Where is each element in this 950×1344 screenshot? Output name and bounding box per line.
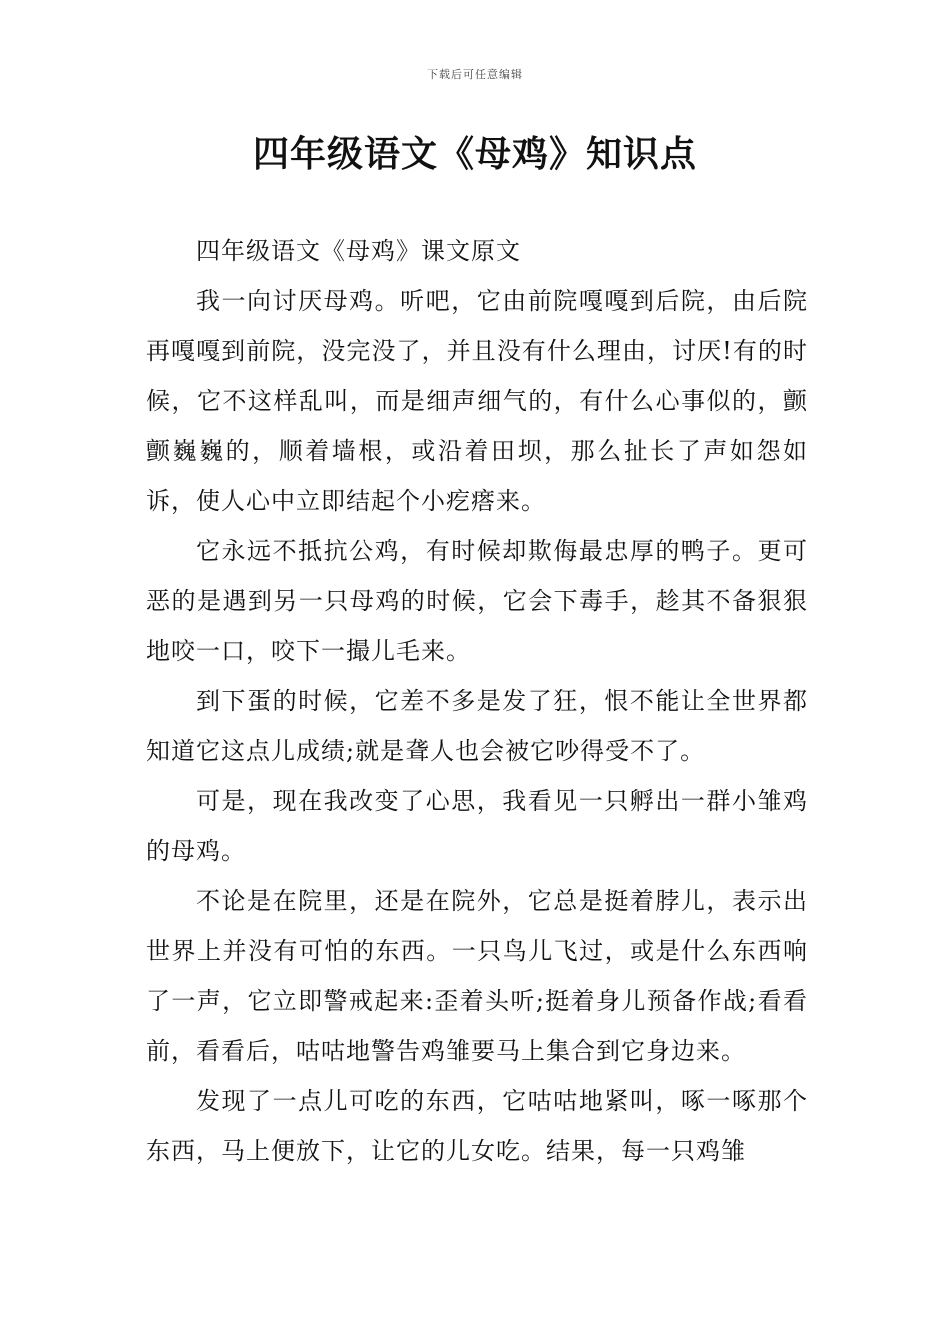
document-body bbox=[146, 226, 808, 1176]
header-note: 下载后可任意编辑 bbox=[427, 68, 523, 81]
paragraph: 它永远不抵抗公鸡，有时候却欺侮最忠厚的鸭子。更可恶的是遇到另一只母鸡的时候，它会下毒手，趁其不备狠狠地咬一口，咬下一撮儿毛来。 bbox=[146, 537, 808, 665]
paragraph: 我一向讨厌母鸡。听吧，它由前院嘎嘎到后院，由后院再嘎嘎到前院，没完没了，并且没有什么理由，讨厌!有的时候，它不这样乱叫，而是细声细气的，有什么心事似的，颤颤巍巍的，顺着墙根，或沿着田坝，那么扯长了声如怨如诉，使人心中立即结起个小疙瘩来。 bbox=[146, 287, 808, 515]
paragraph: 可是，现在我改变了心思，我看见一只孵出一群小雏鸡的母鸡。 bbox=[146, 787, 808, 865]
paragraph: 不论是在院里，还是在院外，它总是挺着脖儿，表示出世界上并没有可怕的东西。一只鸟儿飞过，或是什么东西响了一声，它立即警戒起来:歪着头听;挺着身儿预备作战;看看前，看看后，咕咕地警告鸡雏要马上集合到它身边来。 bbox=[146, 887, 808, 1065]
paragraph: 到下蛋的时候，它差不多是发了狂，恨不能让全世界都知道它这点儿成绩;就是聋人也会被它吵得受不了。 bbox=[146, 687, 808, 765]
paragraph: 发现了一点儿可吃的东西，它咕咕地紧叫，啄一啄那个东西，马上便放下，让它的儿女吃。结果，每一只鸡雏 bbox=[146, 1087, 808, 1165]
document-title: 四年级语文《母鸡》知识点 bbox=[252, 134, 697, 175]
paragraph-subtitle: 四年级语文《母鸡》课文原文 bbox=[196, 237, 521, 265]
